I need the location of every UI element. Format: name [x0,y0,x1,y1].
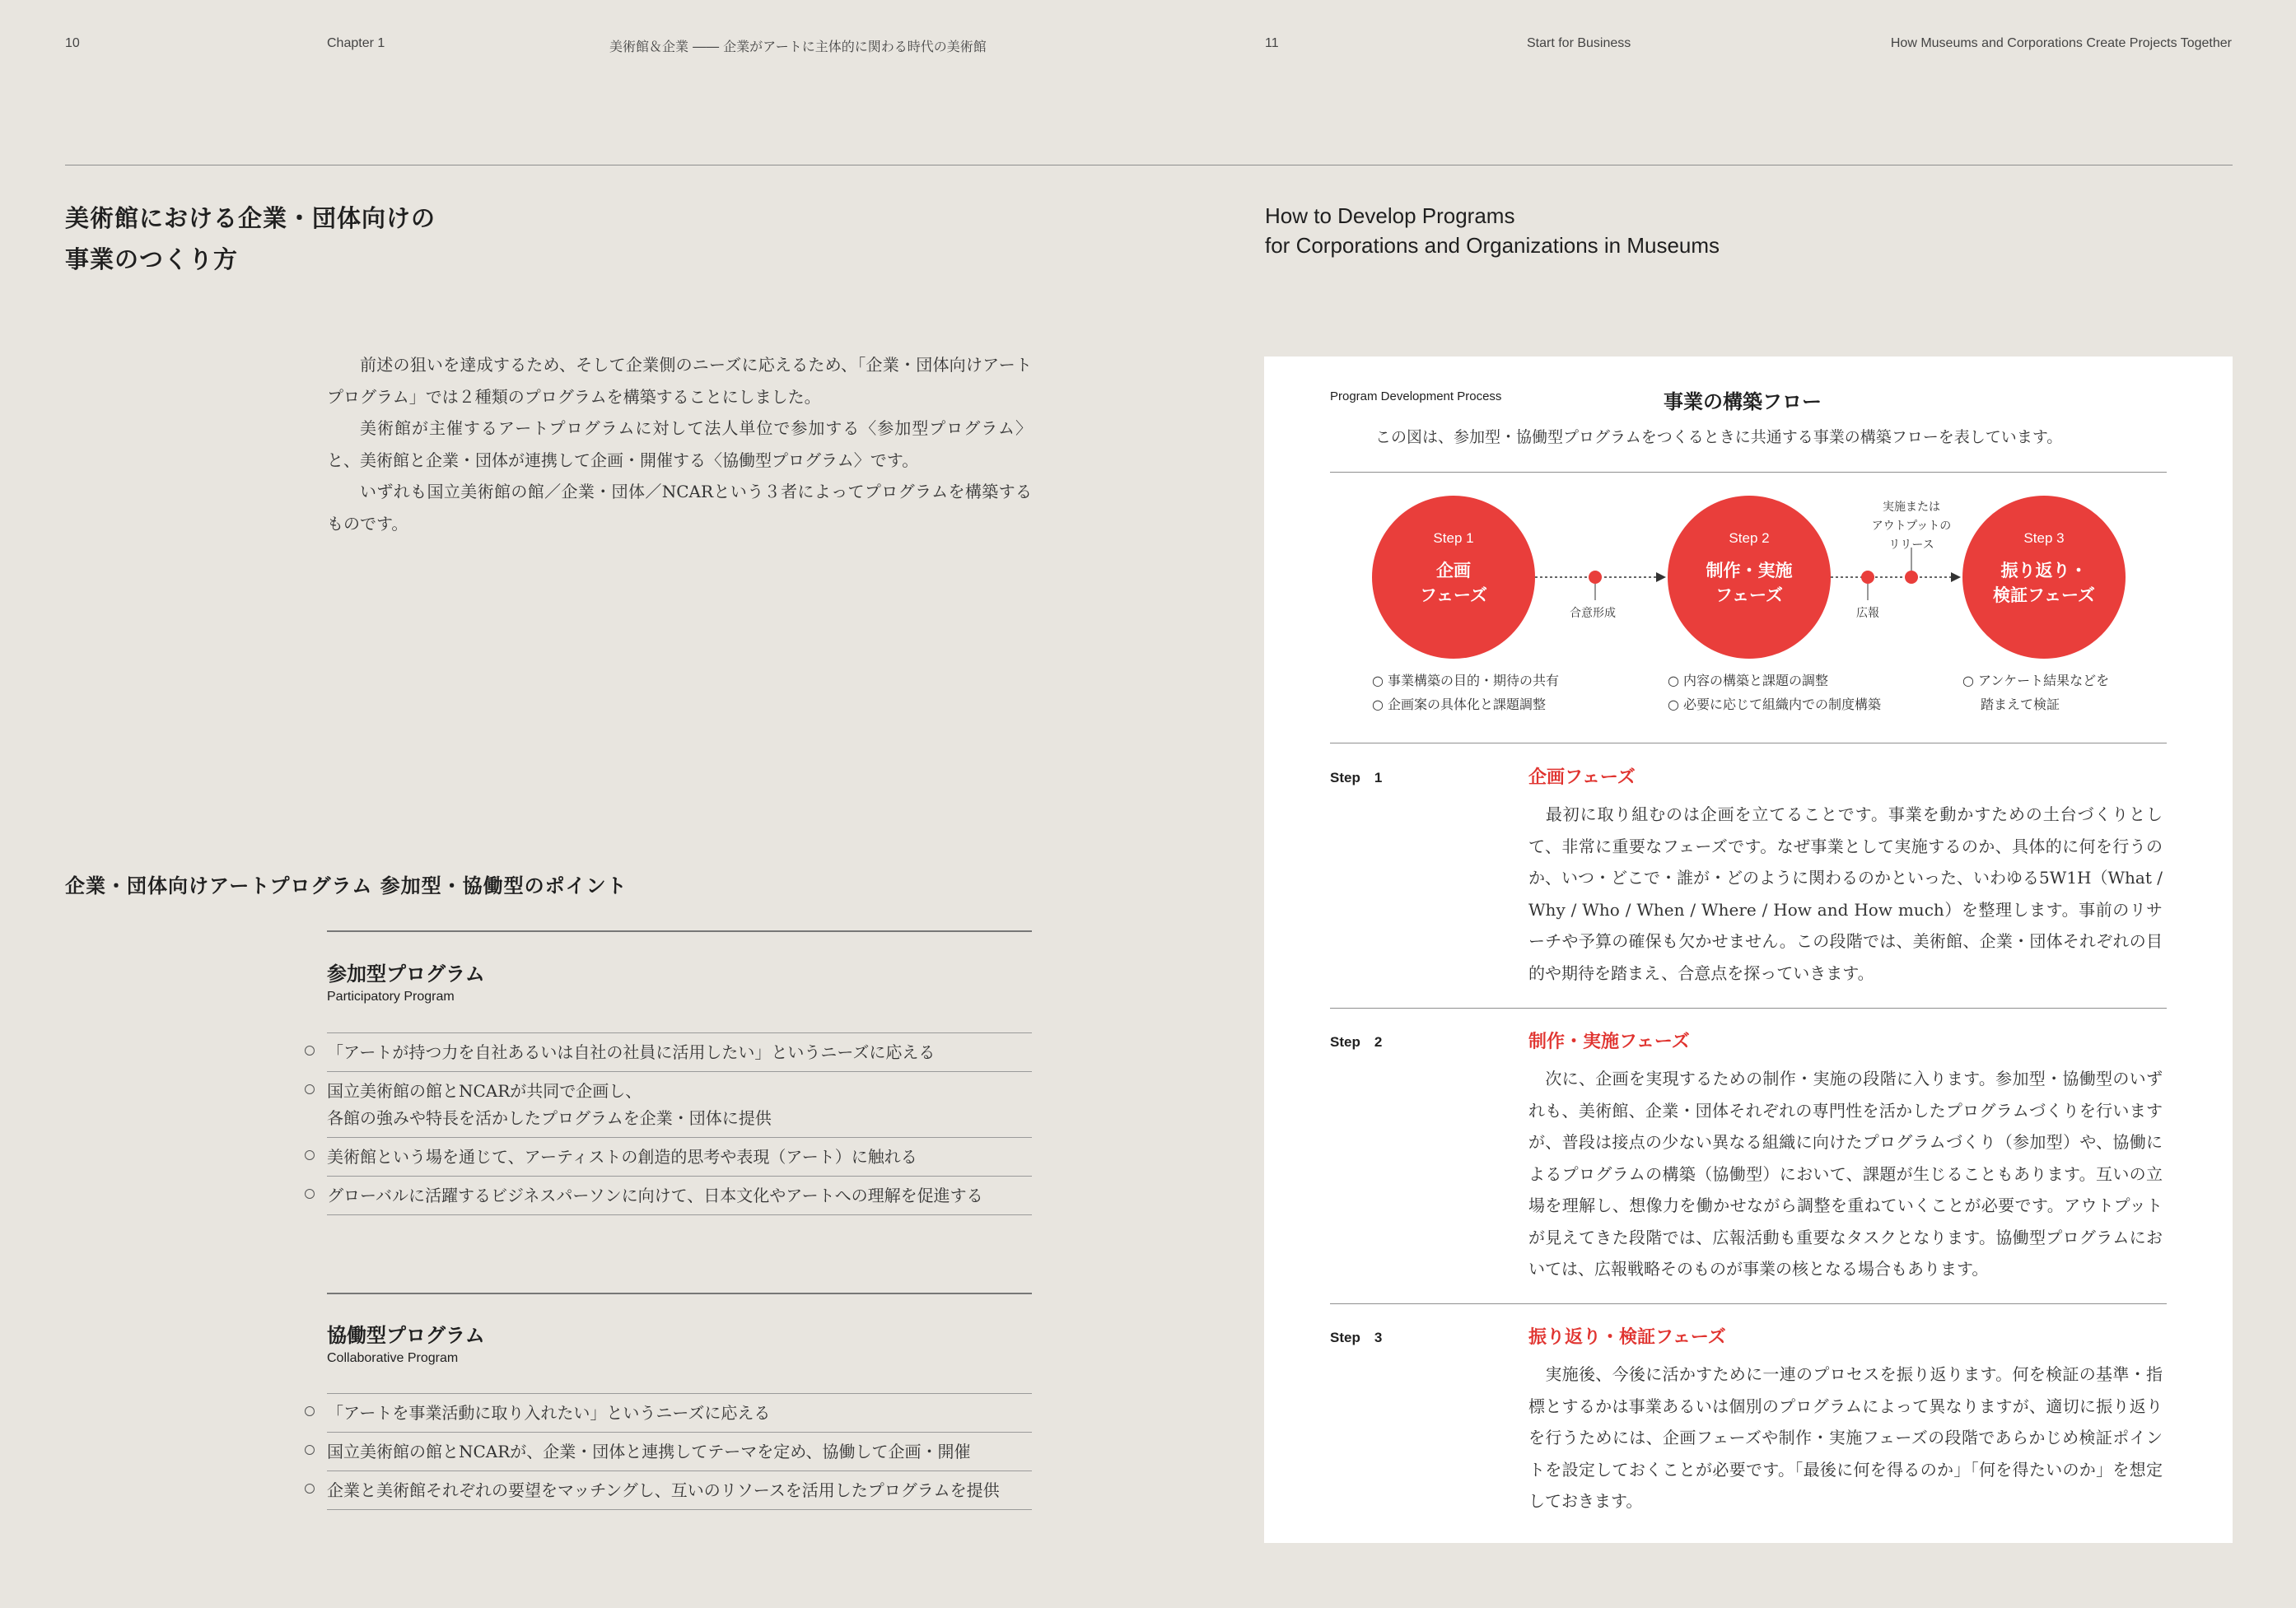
title-line-1: 美術館における企業・団体向けの [65,204,436,232]
divider [327,1176,1032,1177]
intro-paragraph-3: いずれも国立美術館の館／企業・団体／NCARという３者によってプログラムを構築するものです。 [327,482,1032,534]
release-dot [1905,571,1918,584]
divider [327,1137,1032,1138]
pr-dot [1861,571,1874,584]
bullet-icon [305,1189,315,1199]
divider [327,1071,1032,1072]
step2-circle-num: Step 2 [1729,530,1770,546]
release-label: 実施または アウトプットの リリース [1871,501,1952,552]
step1-title: 企画フェーズ [1528,767,1636,788]
collaborative-top-rule [327,1293,1032,1294]
en-title-line-1: How to Develop Programs [1265,203,1515,228]
bullet-icon [305,1084,315,1094]
divider [327,1432,1032,1433]
left-running-title: 美術館＆企業 ―― 企業がアートに主体的に関わる時代の美術館 [609,39,987,54]
step1-circle-phase: 企画 フェーズ [1420,561,1487,605]
participatory-point-2a: 国立美術館の館とNCARが共同で企画し、 [327,1081,642,1101]
left-chapter-label: Chapter 1 [327,36,385,50]
participatory-point-4: グローバルに活躍するビジネスパーソンに向けて、日本文化やアートへの理解を促進する [327,1186,983,1205]
divider [327,1393,1032,1394]
divider [1330,1303,2167,1304]
left-page-number: 10 [65,36,80,50]
left-page-title [65,198,436,280]
flow-connectors [1264,357,2233,636]
participatory-point-1: 「アートが持つ力を自社あるいは自社の社員に活用したい」というニーズに応える [327,1042,936,1062]
divider [327,1032,1032,1033]
consensus-dot [1589,571,1602,584]
participatory-title: 参加型プログラム [327,962,485,986]
divider [327,1509,1032,1510]
step3-body: 実施後、今後に活かすために一連のプロセスを振り返ります。何を検証の基準・指標とするかは事業あるいは個別のプログラムによって異なりますが、適切に振り返りを行うためには、企画フェーズや制作・実施フェーズの段階であらかじめ検証ポイントを設定しておくことが必要です。「最後に何を得るのか」「何を得たいのか」を想定しておきます。 [1528,1364,2163,1511]
right-running-title: How Museums and Corporations Create Projects Together [1890,36,2232,50]
process-panel [1264,357,2233,1543]
step2-title: 制作・実施フェーズ [1528,1032,1690,1052]
collaborative-point-2: 国立美術館の館とNCARが、企業・団体と連携してテーマを定め、協働して企画・開催 [327,1442,971,1461]
intro-paragraph-2: 美術館が主催するアートプログラムに対して法人単位で参加する〈参加型プログラム〉と、美術館と企業・団体が連携して企画・開催する〈協働型プログラム〉です。 [327,418,1032,470]
step1-circle-num: Step 1 [1433,530,1474,546]
step1-notes: ○ 事業構築の目的・期待の共有 ○ 企画案の具体化と課題調整 [1372,673,1560,712]
step3-circle-num: Step 3 [2023,530,2065,546]
pr-label: 広報 [1856,607,1879,620]
en-title-line-2: for Corporations and Organizations in Museums [1265,233,1720,258]
step2-body: 次に、企画を実現するための制作・実施の段階に入ります。参加型・協働型のいずれも、美術館、企業・団体それぞれの専門性を活かしたプログラムづくりを行いますが、普段は接点の少ない異なる組織に向けたプログラムづくり（参加型）や、協働によるプログラムの構築（協働型）において、課題が生じることもあります。互いの立場を理解し、想像力を働かせながら調整を重ねていくことが必要です。アウトプットが見えてきた段階では、広報活動も重要なタスクとなります。協働型プログラムにおいては、広報戦略そのものが事業の核となる場合もあります。 [1528,1069,2163,1279]
title-line-2: 事業のつくり方 [65,245,239,273]
points-heading: 企業・団体向けアートプログラム 参加型・協働型のポイント [65,874,628,897]
collaborative-point-1: 「アートを事業活動に取り入れたい」というニーズに応える [327,1403,771,1423]
right-page-number: 11 [1265,36,1279,50]
collaborative-subtitle: Collaborative Program [327,1351,459,1365]
flow-title: 事業の構築フロー [1664,390,1822,413]
bullet-icon [305,1150,315,1160]
right-page-title [1265,201,1720,260]
participatory-point-2b: 各館の強みや特長を活かしたプログラムを企業・団体に提供 [327,1108,772,1128]
right-section-label: Start for Business [1527,36,1631,50]
collaborative-title: 協働型プログラム [327,1324,485,1347]
bullet-icon [305,1445,315,1455]
step3-label: Step 3 [1330,1330,1383,1345]
step3-title: 振り返り・検証フェーズ [1528,1327,1726,1348]
bullet-icon [305,1046,315,1056]
bullet-icon [305,1406,315,1416]
step2-circle-phase: 制作・実施 フェーズ [1706,561,1793,605]
consensus-label: 合意形成 [1570,607,1616,620]
intro-paragraph-1: 前述の狙いを達成するため、そして企業側のニーズに応えるため、「企業・団体向けアートプログラム」では２種類のプログラムを構築することにしました。 [327,355,1032,407]
flow-description: この図は、参加型・協働型プログラムをつくるときに共通する事業の構築フローを表しています。 [1375,428,2063,446]
step2-notes: ○ 内容の構築と課題の調整 ○ 必要に応じて組織内での制度構築 [1668,673,1882,712]
step1-body: 最初に取り組むのは企画を立てることです。事業を動かすための土台づくりとして、非常に重要なフェーズです。なぜ事業として実施するのか、具体的に何を行うのか、いつ・どこで・誰が・どのように関わるのかといった、いわゆる5W1H（What / Why / Who / When / Where / How and How much）を整理します。事前のリサーチや予算の確保も欠かせません。この段階では、美術館、企業・団体それぞれの目的や期待を踏まえ、合意点を探っていきます。 [1528,804,2163,983]
step2-label: Step 2 [1330,1034,1383,1050]
collaborative-point-3: 企業と美術館それぞれの要望をマッチングし、互いのリソースを活用したプログラムを提供 [327,1480,1000,1500]
participatory-point-3: 美術館という場を通じて、アーティストの創造的思考や表現（アート）に触れる [327,1147,917,1167]
intro-text [327,349,1032,539]
divider [327,1214,1032,1215]
participatory-top-rule [327,930,1032,932]
bullet-icon [305,1484,315,1494]
divider [1330,1008,2167,1009]
step3-notes: ○ アンケート結果などを 踏まえて検証 [1962,673,2110,712]
participatory-subtitle: Participatory Program [327,990,455,1004]
step1-label: Step 1 [1330,770,1383,785]
step3-circle-phase: 振り返り・ 検証フェーズ [1993,561,2095,605]
flow-label-en: Program Development Process [1330,389,1502,403]
